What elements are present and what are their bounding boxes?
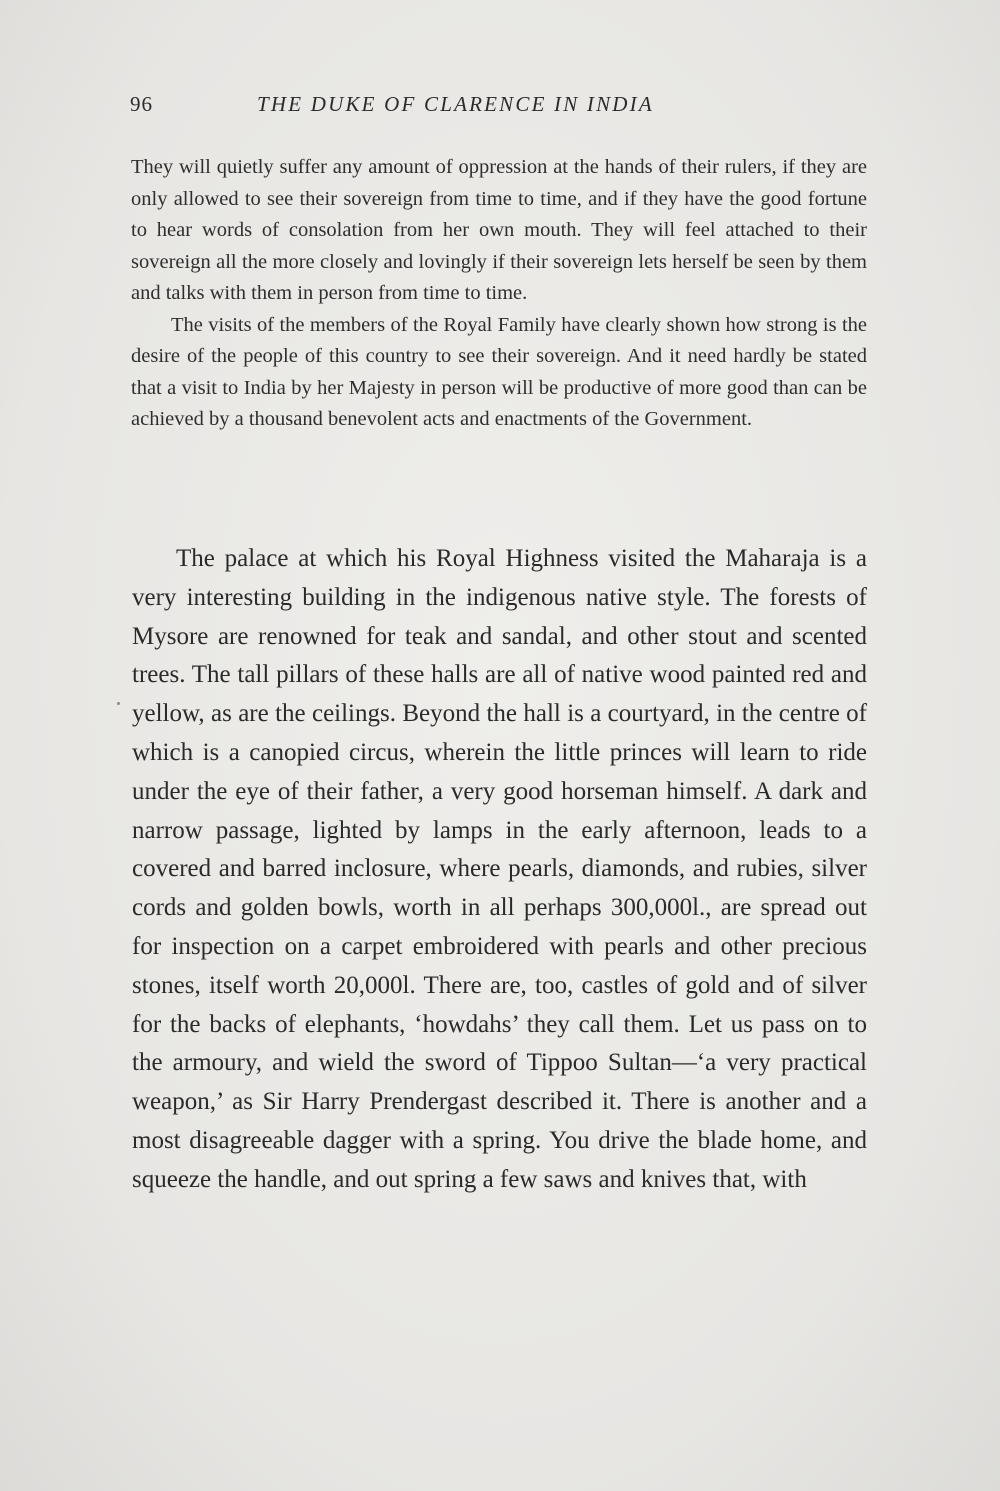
running-title: THE DUKE OF CLARENCE IN INDIA: [257, 92, 654, 116]
page-number: 96: [130, 92, 153, 116]
body-text: [132, 540, 867, 1200]
print-speck: [117, 702, 120, 705]
quote-paragraph: The visits of the members of the Royal Family have clearly shown how strong is the desire of the people of this country to see their sovereign. And it need hardly be stated that a visit to India by her Majesty in person will be productive of more good than can be achieved by a thousand benevolent acts and enactments of the Government.: [131, 313, 867, 430]
page-header: [130, 92, 870, 122]
body-paragraph: The palace at which his Royal Highness visited the Maharaja is a very interesting building in the indigenous native style. The forests of Mysore are renowned for teak and sandal, and other stout and scented trees. The tall pillars of these halls are all of native wood painted red and yellow, as are the ceilings. Beyond the hall is a courtyard, in the centre of which is a canopied circus, wherein the little princes will learn to ride under the eye of their father, a very good horseman himself. A dark and narrow passage, lighted by lamps in the early afternoon, leads to a covered and barred inclosure, where pearls, diamonds, and rubies, silver cords and golden bowls, worth in all perhaps 300,000l., are spread out for inspection on a carpet embroidered with pearls and other precious stones, itself worth 20,000l. There are, too, castles of gold and of silver for the backs of elephants, ‘howdahs’ they call them. Let us pass on to the armoury, and wield the sword of Tippoo Sultan—‘a very practical weapon,’ as Sir Harry Prendergast described it. There is another and a most disagreeable dagger with a spring. You drive the blade home, and squeeze the handle, and out spring a few saws and knives that, with: [132, 545, 867, 1193]
quote-paragraph: They will quietly suffer any amount of oppression at the hands of their rulers, if they are only allowed to see their sovereign from time to time, and if they have the good fortune to hear words of consolation from her own mouth. They will feel attached to their sovereign all the more closely and lovingly if their sovereign lets herself be seen by them and talks with them in person from time to time.: [131, 156, 867, 304]
quoted-passage: [131, 152, 867, 436]
